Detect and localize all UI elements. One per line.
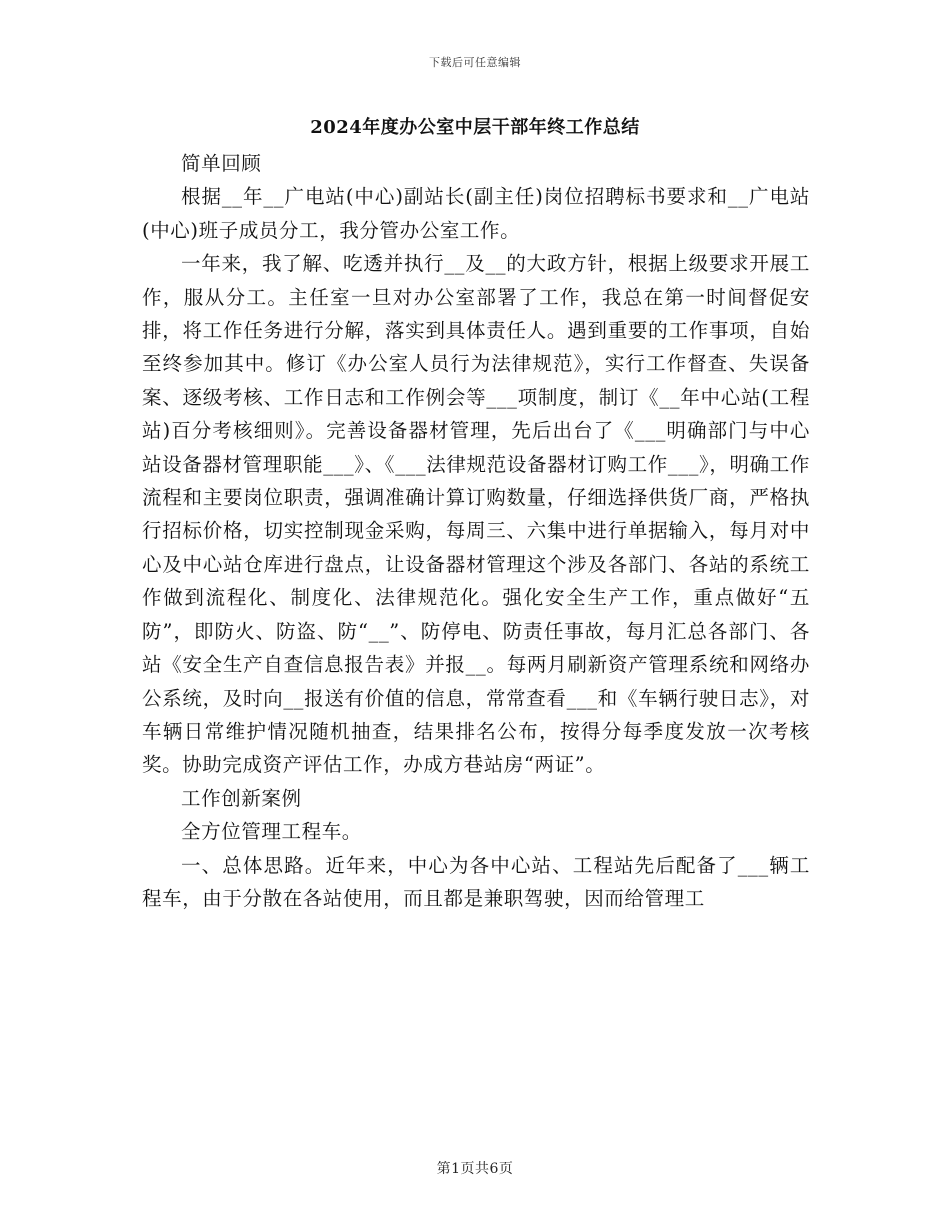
- body-paragraph: 一年来，我了解、吃透并执行__及__的大政方针，根据上级要求开展工作，服从分工。主任室一旦对办公室部署了工作，我总在第一时间督促安排，将工作任务进行分解，落实到具体责任人。遇到重要的工作事项，自始至终参加其中。修订《办公室人员行为法律规范》，实行工作督查、失误备案、逐级考核、工作日志和工作例会等___项制度，制订《__年中心站(工程站)百分考核细则》。完善设备器材管理，先后出台了《___明确部门与中心站设备器材管理职能___》、《___法律规范设备器材订购工作___》，明确工作流程和主要岗位职责，强调准确计算订购数量，仔细选择供货厂商，严格执行招标价格，切实控制现金采购，每周三、六集中进行单据输入，每月对中心及中心站仓库进行盘点，让设备器材管理这个涉及各部门、各站的系统工作做到流程化、制度化、法律规范化。强化安全生产工作，重点做好“五防”，即防火、防盗、防“__”、防停电、防责任事故，每月汇总各部门、各站《安全生产自查信息报告表》并报__。每两月刷新资产管理系统和网络办公系统，及时向__报送有价值的信息，常常查看___和《车辆行驶日志》，对车辆日常维护情况随机抽查，结果排名公布，按得分每季度发放一次考核奖。协助完成资产评估工作，办成方巷站房“两证”。: [142, 252, 810, 777]
- body-paragraph: 根据__年__广电站(中心)副站长(副主任)岗位招聘标书要求和__广电站(中心)班子成员分工，我分管办公室工作。: [142, 185, 810, 242]
- section-heading: 简单回顾: [181, 152, 262, 175]
- body-paragraph: 全方位管理工程车。: [181, 820, 362, 844]
- document-body: [142, 147, 810, 915]
- document-title: 2024年度办公室中层干部年终工作总结: [310, 117, 640, 138]
- section-heading: 工作创新案例: [181, 786, 302, 810]
- header-note: 下载后可任意编辑: [429, 56, 521, 69]
- page-footer: 第1页共6页: [436, 1161, 514, 1177]
- body-paragraph: 一、总体思路。近年来，中心为各中心站、工程站先后配备了___辆工程车，由于分散在各站使用，而且都是兼职驾驶，因而给管理工: [142, 853, 810, 910]
